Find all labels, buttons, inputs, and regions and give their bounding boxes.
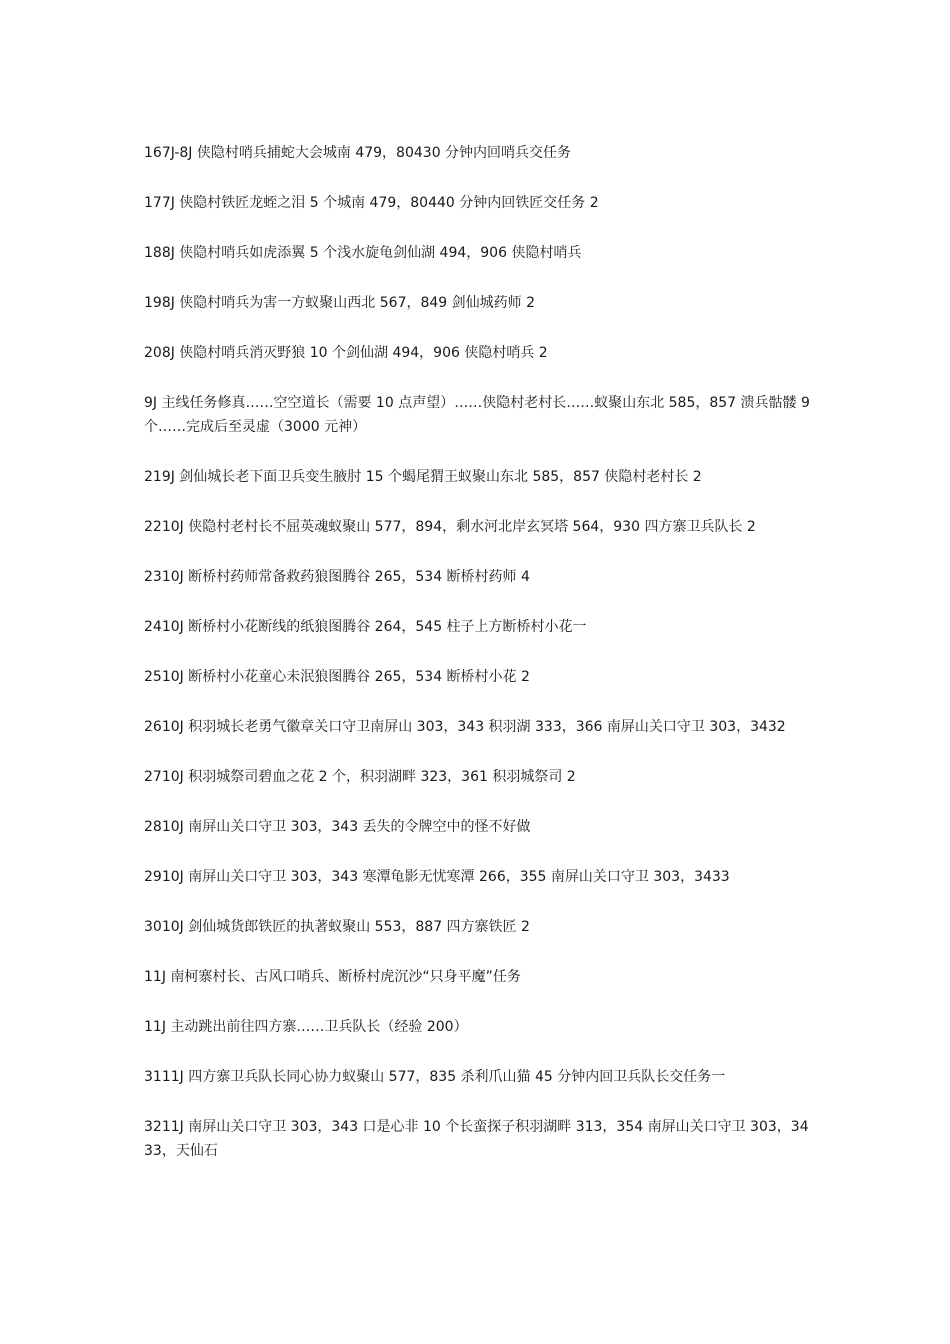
quest-line-4: 198J 侠隐村哨兵为害一方蚁聚山西北 567，849 剑仙城药师 2: [144, 295, 536, 311]
quest-line-6: 9J 主线任务修真……空空道长（需要 10 点声望）……侠隐村老村长……蚁聚山东北 585，857 溃兵骷髅 9 个……完成后至灵虚（3000 元神）: [144, 395, 810, 435]
quest-line-15: 2910J 南屏山关口守卫 303，343 寒潭龟影无忧寒潭 266，355 南屏山关口守卫 303，3433: [144, 869, 730, 885]
quest-line-8: 2210J 侠隐村老村长不屈英魂蚁聚山 577，894，剩水河北岸玄冥塔 564，930 四方寨卫兵队长 2: [144, 519, 756, 535]
quest-line-1: 167J-8J 侠隐村哨兵捕蛇大会城南 479，80430 分钟内回哨兵交任务: [144, 145, 572, 161]
quest-line-11: 2510J 断桥村小花童心未泯狼图腾谷 265，534 断桥村小花 2: [144, 669, 530, 685]
quest-line-5: 208J 侠隐村哨兵消灭野狼 10 个剑仙湖 494，906 侠隐村哨兵 2: [144, 345, 548, 361]
quest-line-12: 2610J 积羽城长老勇气徽章关口守卫南屏山 303，343 积羽湖 333，366 南屏山关口守卫 303，3432: [144, 719, 786, 735]
quest-line-9: 2310J 断桥村药师常备救药狼图腾谷 265，534 断桥村药师 4: [144, 569, 530, 585]
quest-line-7: 219J 剑仙城长老下面卫兵变生腋肘 15 个蝎尾猬王蚁聚山东北 585，857 侠隐村老村长 2: [144, 469, 702, 485]
quest-line-20: 3211J 南屏山关口守卫 303，343 口是心非 10 个长蛮探子积羽湖畔 313，354 南屏山关口守卫 303，3433，天仙石: [144, 1119, 809, 1159]
quest-line-10: 2410J 断桥村小花断线的纸狼图腾谷 264，545 柱子上方断桥村小花一: [144, 619, 587, 635]
quest-line-3: 188J 侠隐村哨兵如虎添翼 5 个浅水旋龟剑仙湖 494，906 侠隐村哨兵: [144, 245, 582, 261]
quest-line-19: 3111J 四方寨卫兵队长同心协力蚁聚山 577，835 杀利爪山猫 45 分钟内回卫兵队长交任务一: [144, 1069, 726, 1085]
quest-line-18: 11J 主动跳出前往四方寨……卫兵队长（经验 200）: [144, 1019, 468, 1035]
quest-line-2: 177J 侠隐村铁匠龙蛭之泪 5 个城南 479，80440 分钟内回铁匠交任务 2: [144, 195, 599, 211]
quest-line-14: 2810J 南屏山关口守卫 303，343 丢失的令牌空中的怪不好做: [144, 819, 531, 835]
quest-line-13: 2710J 积羽城祭司碧血之花 2 个，积羽湖畔 323，361 积羽城祭司 2: [144, 769, 576, 785]
quest-line-17: 11J 南柯寨村长、古风口哨兵、断桥村虎沉沙“只身平魔”任务: [144, 969, 521, 985]
document-body: [144, 141, 812, 1189]
quest-line-16: 3010J 剑仙城货郎铁匠的执著蚁聚山 553，887 四方寨铁匠 2: [144, 919, 530, 935]
